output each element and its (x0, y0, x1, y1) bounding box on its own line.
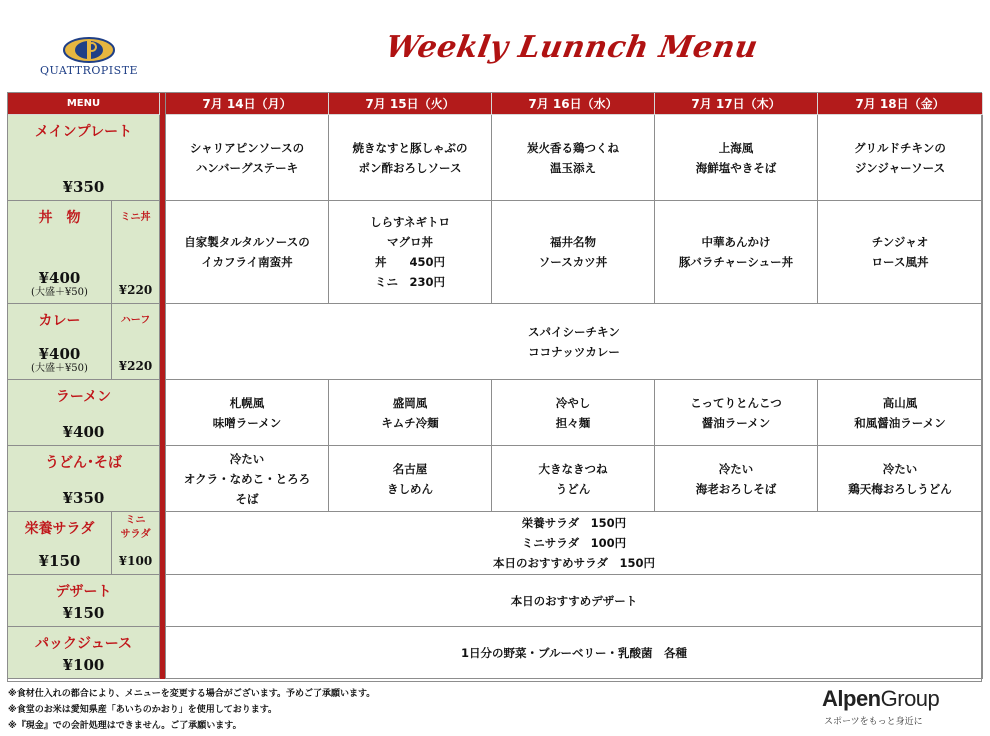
category-price: ¥400 (38, 269, 81, 287)
brand-tagline: スポーツをもっと身近に (824, 716, 923, 726)
category-salad (8, 512, 112, 575)
menu-item: 大きなきつね うどん (492, 446, 655, 512)
category-name: 栄養サラダ (24, 521, 95, 537)
subcategory-name: ミニ サラダ (120, 515, 151, 540)
menu-item: 冷たい 鶏天梅おろしうどん (818, 446, 983, 512)
menu-item: 高山風 和風醤油ラーメン (818, 380, 983, 446)
category-note: (大盛＋¥50) (31, 363, 88, 374)
menu-item: グリルドチキンの ジンジャーソース (818, 115, 983, 201)
menu-item: 冷たい オクラ・なめこ・とろろ そば (166, 446, 329, 512)
category-price: ¥350 (62, 489, 105, 507)
menu-item: 上海風 海鮮塩やきそば (655, 115, 818, 201)
logo-name: QUATTROPISTE (39, 64, 139, 77)
menu-item: チンジャオ ロース風丼 (818, 201, 983, 304)
category-name: ラーメン (55, 389, 112, 405)
menu-item: しらすネギトロ マグロ丼 丼 450円 ミニ 230円 (329, 201, 492, 304)
crest-icon (62, 36, 116, 64)
subcategory-half (112, 304, 160, 380)
menu-item: 名古屋 きしめん (329, 446, 492, 512)
day-header: 7月 14日（月） (166, 93, 329, 115)
category-name: メインプレート (34, 124, 133, 140)
category-ramen (8, 380, 160, 446)
category-udon-soba (8, 446, 160, 512)
menu-item: 冷やし 担々麺 (492, 380, 655, 446)
category-main-plate (8, 115, 160, 201)
category-name: パックジュース (34, 636, 133, 652)
quattropiste-logo (24, 36, 154, 90)
menu-item: 炭火香る鶏つくね 温玉添え (492, 115, 655, 201)
menu-item: スパイシーチキン ココナッツカレー (166, 304, 983, 380)
day-header: 7月 17日（木） (655, 93, 818, 115)
category-price: ¥100 (62, 656, 105, 674)
menu-item: 1日分の野菜・ブルーベリー・乳酸菌 各種 (166, 627, 983, 679)
brand-name-a: Alpen (822, 686, 881, 711)
subcategory-name: ミニ丼 (120, 212, 151, 223)
menu-table (7, 92, 982, 682)
category-price: ¥400 (38, 345, 81, 363)
menu-item: こってりとんこつ 醤油ラーメン (655, 380, 818, 446)
menu-item: 栄養サラダ 150円 ミニサラダ 100円 本日のおすすめサラダ 150円 (166, 512, 983, 575)
subcategory-price: ¥100 (118, 554, 153, 568)
menu-item: 本日のおすすめデザート (166, 575, 983, 627)
day-header: 7月 18日（金） (818, 93, 983, 115)
menu-item: 中華あんかけ 豚バラチャーシュー丼 (655, 201, 818, 304)
day-header: 7月 16日（水） (492, 93, 655, 115)
menu-item: シャリアピンソースの ハンバーグステーキ (166, 115, 329, 201)
menu-item: 焼きなすと豚しゃぶの ポン酢おろしソース (329, 115, 492, 201)
subcategory-price: ¥220 (118, 283, 153, 297)
subcategory-mini-don (112, 201, 160, 304)
footer-note: ※食材仕入れの都合により、メニューを変更する場合がございます。予めご了承願います。 (8, 689, 376, 699)
category-price: ¥400 (62, 423, 105, 441)
alpen-group-logo (822, 686, 939, 727)
menu-item: 自家製タルタルソースの イカフライ南蛮丼 (166, 201, 329, 304)
category-price: ¥150 (62, 604, 105, 622)
menu-item: 冷たい 海老おろしそば (655, 446, 818, 512)
menu-header-label: MENU (8, 93, 160, 115)
category-price: ¥350 (62, 178, 105, 196)
subcategory-mini-salad (112, 512, 160, 575)
menu-item: 福井名物 ソースカツ丼 (492, 201, 655, 304)
subcategory-name: ハーフ (120, 315, 151, 326)
category-name: デザート (55, 584, 112, 600)
category-price: ¥150 (38, 552, 81, 570)
category-pack-juice (8, 627, 160, 679)
menu-item: 札幌風 味噌ラーメン (166, 380, 329, 446)
category-name: カレー (38, 313, 81, 329)
subcategory-price: ¥220 (118, 359, 153, 373)
category-name: 丼 物 (38, 210, 81, 226)
brand-name-b: Group (880, 686, 940, 711)
day-header: 7月 15日（火） (329, 93, 492, 115)
category-name: うどん･そば (45, 455, 122, 471)
footer-note: ※食堂のお米は愛知県産「あいちのかおり」を使用しております。 (8, 705, 278, 715)
category-note: (大盛＋¥50) (31, 287, 88, 298)
category-curry (8, 304, 112, 380)
menu-item: 盛岡風 キムチ冷麺 (329, 380, 492, 446)
footer-note: ※『現金』での会計処理はできません。ご了承願います。 (8, 721, 242, 731)
category-donburi (8, 201, 112, 304)
category-dessert (8, 575, 160, 627)
page-title: Weekly Lunnch Menu (382, 30, 761, 65)
